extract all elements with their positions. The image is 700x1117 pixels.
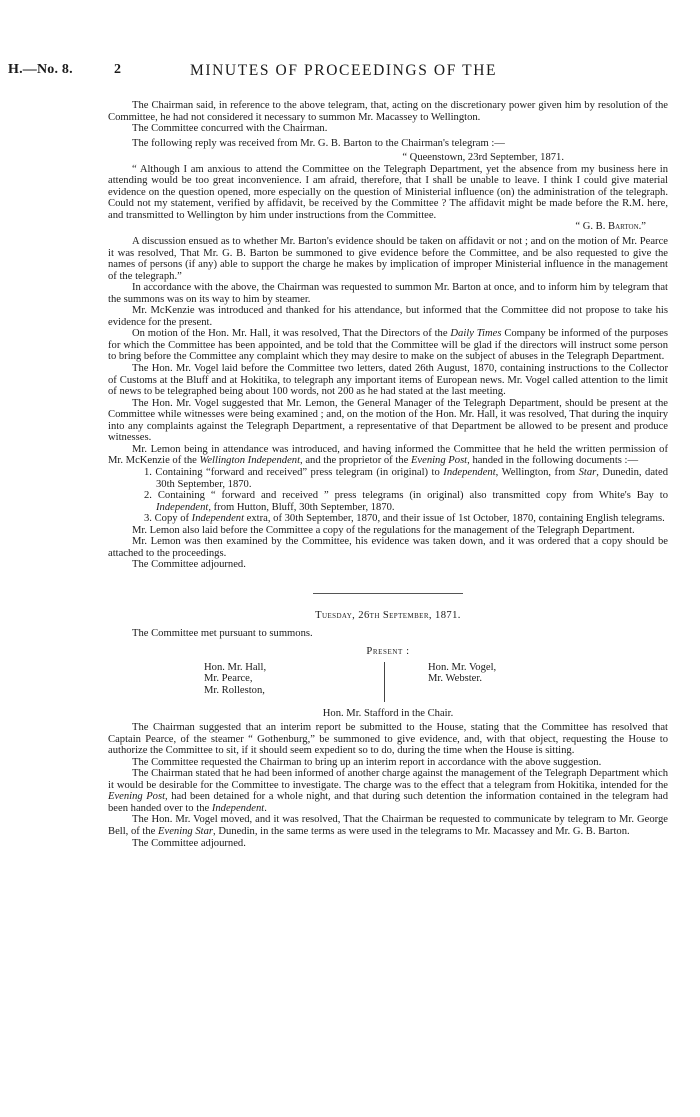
paragraph: The Chairman said, in reference to the above telegram, that, acting on the discretionary power given him by resolution of the Committee, he had not considered it necessary to summon Mr. Macassey to Wellington. [108, 100, 668, 123]
list-item: 3. Copy of Independent extra, of 30th September, 1870, and their issue of 1st October, 1870, containing English telegrams. [144, 513, 665, 525]
member-name: Mr. Pearce, [204, 673, 253, 685]
members-right-column [428, 662, 496, 685]
paragraph: In accordance with the above, the Chairman was requested to summon Mr. Barton at once, and to inform him by telegram that the summons was on its way to him by steamer. [108, 282, 668, 305]
paragraph: On motion of the Hon. Mr. Hall, it was resolved, That the Directors of the Daily Times Company be informed of the purposes for which the Committee has been appointed, and be told that the Committee will be glad if the directors will instruct some person to bring before the Committee any complaint which they may desire to make on the subject of abuses in the Telegraph Department. [108, 328, 668, 363]
member-name: Hon. Mr. Vogel, [428, 661, 497, 673]
paragraph: The Committee adjourned. [132, 559, 246, 571]
paragraph: Mr. Lemon also laid before the Committee a copy of the regulations for the management of the Telegraph Department. [132, 524, 635, 536]
paragraph: A discussion ensued as to whether Mr. Barton's evidence should be taken on affidavit or not ; and on the motion of Mr. Pearce it was resolved, That Mr. G. B. Barton be summoned to give evidence before the Committee, and be also requested to give the names of persons (if any) able to support the charge he makes by implication of improper Ministerial influence in the management of the telegraph.” [108, 236, 668, 282]
column-divider [384, 662, 385, 702]
paragraph: The Chairman stated that he had been informed of another charge against the management of the Telegraph Department which it would be desirable for the Committee to investigate. The charge was to the effect that a telegram from Hokitika, intended for the Evening Post, had been detained for a whole night, and that during such detention the information contained in the telegram had been handed over to the Independent. [108, 768, 669, 814]
paragraph: The Committee concurred with the Chairman. [132, 123, 328, 135]
paragraph: The Committee adjourned. [132, 837, 246, 849]
page-header [8, 62, 692, 84]
present-heading: Present : [366, 645, 410, 657]
telegram-signature: “ G. B. Barton.” [575, 221, 646, 233]
paragraph: The Committee requested the Chairman to bring up an interim report in accordance with the above suggestion. [132, 756, 602, 768]
paragraph: The Committee met pursuant to summons. [132, 628, 313, 640]
running-title: MINUTES OF PROCEEDINGS OF THE [190, 62, 498, 79]
list-item: 2. Containing “ forward and received ” press telegrams (in original) also transmitted copy from White's Bay to Independent, from Hutton, Bluff, 30th September, 1870. [144, 490, 668, 513]
paragraph: The Chairman suggested that an interim report be submitted to the House, stating that the Committee has resolved that Captain Pearce, of the steamer “ Gothenburg,” be summoned to give evidence, and, with that object, requesting the House to authorize the Committee to sit, if it should seem expedient so to do, during the time when the House is sitting. [108, 722, 668, 757]
paragraph: The Hon. Mr. Vogel moved, and it was resolved, That the Chairman be requested to communicate by telegram to Mr. George Bell, of the Evening Star, Dunedin, in the same terms as were used in the telegrams to Mr. Macassey and Mr. G. B. Barton. [108, 814, 668, 837]
telegram-dateline: “ Queenstown, 23rd September, 1871. [402, 152, 564, 164]
meeting-date: Tuesday, 26th September, 1871. [315, 609, 461, 621]
paragraph: The Hon. Mr. Vogel laid before the Committee two letters, dated 26th August, 1870, containing instructions to the Collector of Customs at the Bluff and at Hokitika, to telegraph any important items of European news. Mr. Vogel called attention to the limit of news to be telegraphed being about 100 words, not 200 as he had stated at the last meeting. [108, 363, 668, 398]
section-divider [313, 593, 463, 594]
member-name: Mr. Rolleston, [204, 684, 265, 696]
paragraph: Mr. Lemon being in attendance was introduced, and having informed the Committee that he held the written permission of Mr. McKenzie of the Wellington Independent, and the proprietor of the Evening Post, handed in the following documents :— [108, 443, 668, 467]
list-item: 1. Containing “forward and received” press telegram (in original) to Independent, Wellington, from Star, Dunedin, dated 30th September, 1870. [144, 466, 668, 490]
paragraph: The following reply was received from Mr. G. B. Barton to the Chairman's telegram :— [132, 137, 505, 149]
members-present [108, 660, 668, 708]
document-body [108, 100, 668, 849]
paper-reference: H.—No. 8. [8, 62, 73, 77]
paragraph: Mr. McKenzie was introduced and thanked for his attendance, but informed that the Committee did not propose to take his evidence for the present. [108, 305, 668, 328]
paragraph: The Hon. Mr. Vogel suggested that Mr. Lemon, the General Manager of the Telegraph Department, should be present at the Committee while witnesses were being examined ; and, on the motion of the Hon. Mr. Hall, it was resolved, That during the inquiry into any complaints against the Telegraph Department, a representative of that Department be allowed to be present and produce witnesses. [108, 397, 668, 444]
member-name: Hon. Mr. Hall, [204, 661, 267, 673]
paragraph: Mr. Lemon was then examined by the Committee, his evidence was taken down, and it was ordered that a copy should be attached to the proceedings. [108, 536, 668, 559]
member-name: Mr. Webster. [428, 673, 482, 685]
members-left-column [204, 662, 266, 697]
page-number: 2 [114, 62, 121, 77]
chair-line: Hon. Mr. Stafford in the Chair. [322, 707, 454, 719]
telegram-body: “ Although I am anxious to attend the Committee on the Telegraph Department, yet the absence from my business here in attending would be too great inconvenience. I am afraid, therefore, that I shall be unable to leave. I think I could give material evidence on the question opened, more especially on the question of Ministerial influence (on) the administration of the telegraph. Could not my statement, verified by affidavit, be received by the Committee ? The affidavit might be made before the R.M. here, and transmitted to Wellington by him under instructions from the Committee. [108, 163, 668, 221]
